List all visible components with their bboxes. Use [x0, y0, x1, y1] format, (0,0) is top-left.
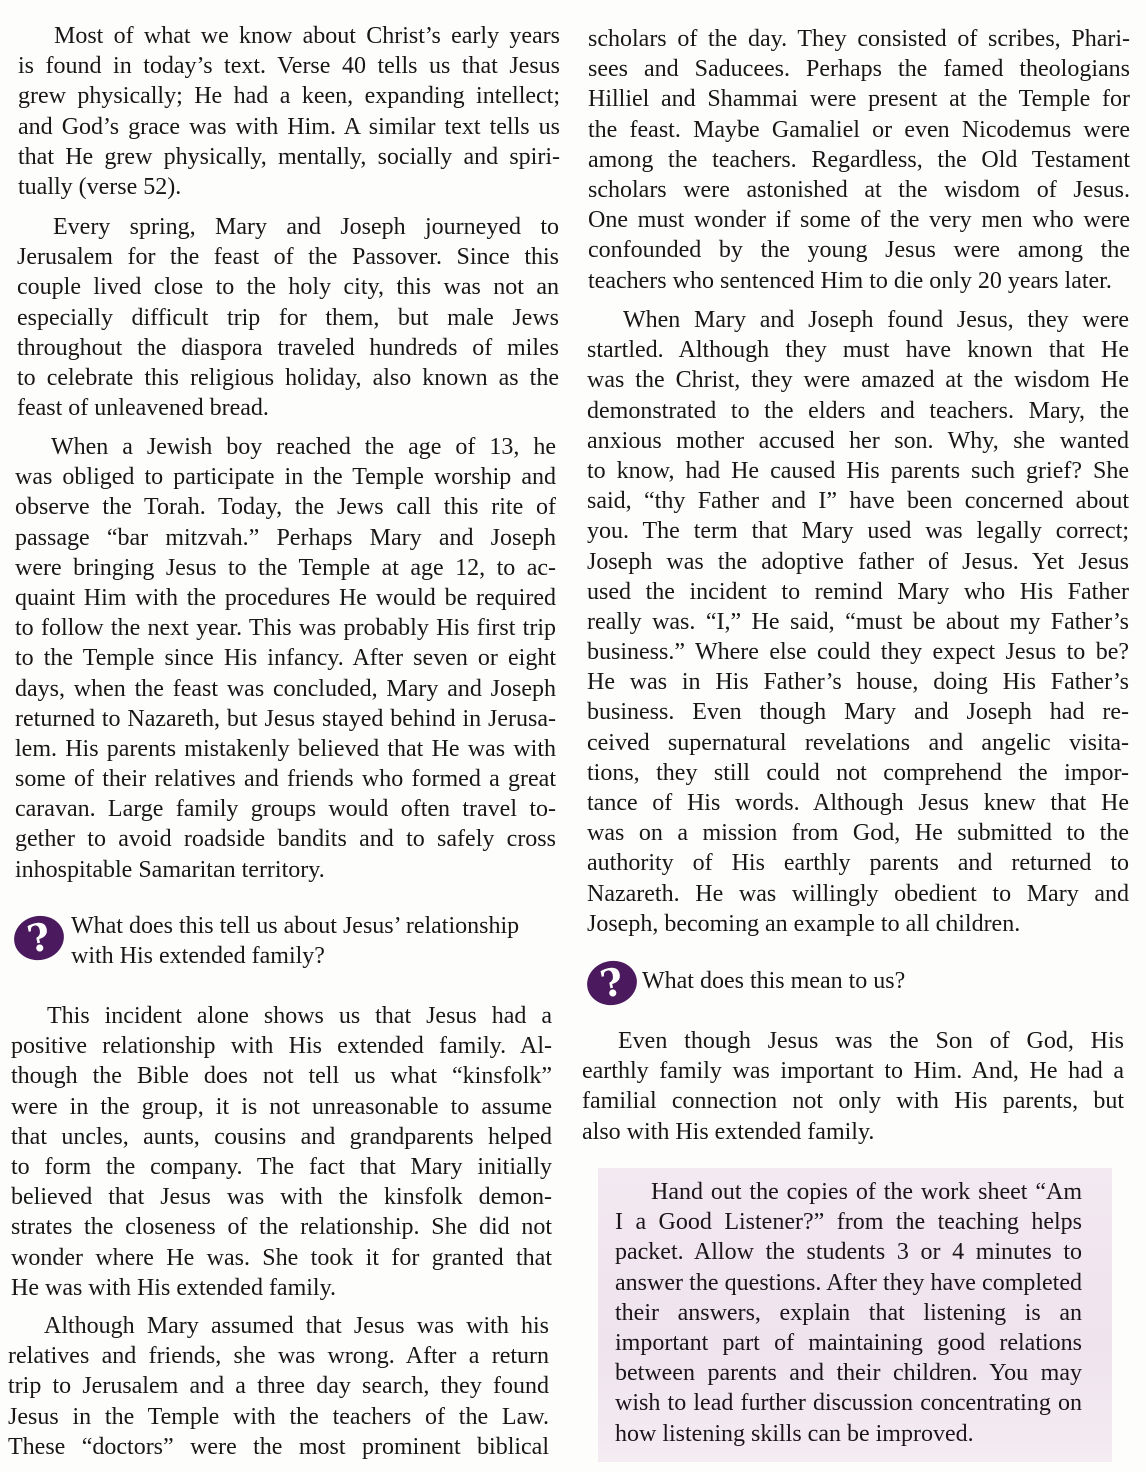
text-line: Even though Jesus was the Son of God, His [618, 1028, 1124, 1054]
right-paragraph-2 [587, 305, 1129, 939]
text-line: demonstrated to the elders and teachers. Mary, the [587, 397, 1129, 424]
text-line: When a Jewish boy reached the age of 13, he [51, 434, 556, 460]
text-line: When Mary and Joseph found Jesus, they were [623, 307, 1129, 333]
text-line: Nazareth. He was willingly obedient to Mary and [587, 880, 1129, 907]
text-line: between parents and their children. You may [615, 1360, 1082, 1387]
text-line: authority of His earthly parents and returned to [587, 850, 1129, 877]
text-line: returned to Nazareth, but Jesus stayed behind in Jerusa- [15, 705, 556, 732]
text-line: One must wonder if some of the very men who were [588, 207, 1130, 234]
text-line: inhospitable Samaritan territory. [15, 856, 325, 883]
text-line: Every spring, Mary and Joseph journeyed to [53, 214, 559, 240]
text-line: strates the closeness of the relationship. She did not [11, 1214, 552, 1241]
text-line: though the Bible does not tell us what “kinsfolk” [11, 1063, 552, 1090]
text-line: This incident alone shows us that Jesus had a [47, 1003, 552, 1029]
text-line: teachers who sentenced Him to die only 20 years later. [588, 267, 1112, 294]
text-line: that He grew physically, mentally, socially and spiri- [18, 143, 560, 170]
text-line: Hand out the copies of the work sheet “Am [651, 1179, 1082, 1205]
text-line: He was with His extended family. [11, 1274, 337, 1301]
left-paragraph-4 [11, 1001, 552, 1303]
text-line: startled. Although they must have known that He [587, 337, 1129, 364]
text-line: was the Christ, they were amazed at the wisdom He [587, 367, 1129, 394]
text-line: familial connection not only with His parents, but [582, 1088, 1124, 1115]
text-line: to celebrate this religious holiday, also known as the [17, 364, 559, 391]
text-line: confounded by the young Jesus were among the [588, 237, 1130, 264]
text-line: sees and Saducees. Perhaps the famed theologians [588, 56, 1130, 83]
left-paragraph-2 [17, 212, 559, 423]
text-line: tually (verse 52). [18, 173, 182, 200]
text-line: that uncles, aunts, cousins and grandparents helped [11, 1123, 552, 1150]
text-line: was on a mission from God, He submitted to the [587, 820, 1129, 847]
text-line: the feast. Maybe Gamaliel or even Nicodemus were [588, 116, 1130, 143]
text-line: trip to Jerusalem and a three day search, they found [8, 1373, 549, 1400]
question-mark-icon: ? [583, 956, 641, 1009]
text-line: Although Mary assumed that Jesus was with his [44, 1313, 549, 1339]
right-paragraph-1 [588, 24, 1130, 296]
text-line: throughout the diaspora traveled hundreds of miles [17, 334, 559, 361]
text-line: among the teachers. Regardless, the Old Testament [588, 146, 1130, 173]
text-line: to know, had He caused His parents such grief? She [587, 457, 1129, 484]
text-line: tions, they still could not comprehend the impor- [587, 759, 1129, 786]
text-line: Jerusalem for the feast of the Passover. Since this [17, 244, 559, 271]
text-line: important part of maintaining good relations [615, 1329, 1082, 1356]
text-line: how listening skills can be improved. [615, 1420, 974, 1447]
text-line: is found in today’s text. Verse 40 tells us that Jesus [18, 53, 560, 80]
text-line: especially difficult trip for them, but male Jews [17, 304, 559, 331]
text-line: earthly family was important to Him. And, He had a [582, 1058, 1124, 1085]
text-line: Most of what we know about Christ’s early years [54, 23, 560, 49]
text-line: scholars were astonished at the wisdom of Jesus. [588, 176, 1130, 203]
text-line: to follow the next year. This was probably His first trip [15, 615, 556, 642]
text-line: packet. Allow the students 3 or 4 minutes to [615, 1239, 1082, 1266]
text-line: used the incident to remind Mary who His Father [587, 578, 1129, 605]
right-paragraph-3 [582, 1026, 1124, 1147]
left-paragraph-5 [8, 1311, 549, 1462]
text-line: couple lived close to the holy city, this was not an [17, 274, 559, 301]
text-line: believed that Jesus was with the kinsfolk demon- [11, 1184, 552, 1211]
text-line: Joseph was the adoptive father of Jesus. Yet Jesus [587, 548, 1129, 575]
text-line: observe the Torah. Today, the Jews call this rite of [15, 494, 556, 521]
text-line: Joseph, becoming an example to all children. [587, 910, 1021, 937]
text-line: passage “bar mitzvah.” Perhaps Mary and Joseph [15, 524, 556, 551]
text-line: Hilliel and Shammai were present at the Temple for [588, 86, 1130, 113]
text-line: said, “thy Father and I” have been concerned about [587, 488, 1129, 515]
text-line: to the Temple since His infancy. After seven or eight [15, 645, 556, 672]
text-line: lem. His parents mistakenly believed that He was with [15, 735, 556, 762]
text-line: some of their relatives and friends who formed a great [15, 766, 556, 793]
teacher-activity-text [615, 1177, 1082, 1449]
text-line: gether to avoid roadside bandits and to safely cross [15, 826, 556, 853]
left-paragraph-3 [15, 432, 556, 885]
text-line: was obliged to participate in the Temple worship and [15, 464, 556, 491]
text-line: days, when the feast was concluded, Mary and Joseph [15, 675, 556, 702]
text-line: were in the group, it is not unreasonable to assume [11, 1093, 552, 1120]
text-line: Jesus in the Temple with the teachers of the Law. [8, 1403, 549, 1430]
text-line: business. Even though Mary and Joseph had re- [587, 699, 1129, 726]
text-line: caravan. Large family groups would often travel to- [15, 796, 556, 823]
text-line: relatives and friends, she was wrong. After a return [8, 1343, 549, 1370]
text-line: I a Good Listener?” from the teaching helps [615, 1209, 1082, 1236]
text-line: wonder where He was. She took it for granted that [11, 1244, 552, 1271]
text-line: He was in His Father’s house, doing His Father’s [587, 669, 1129, 696]
text-line: feast of unleavened bread. [17, 395, 269, 422]
left-paragraph-1 [18, 21, 560, 202]
text-line: their answers, explain that listening is an [615, 1299, 1082, 1326]
text-line: were bringing Jesus to the Temple at age 12, to ac- [15, 554, 556, 581]
text-line: business.” Where else could they expect Jesus to be? [587, 639, 1129, 666]
text-line: quaint Him with the procedures He would be required [15, 584, 556, 611]
right-discussion-question [642, 966, 1122, 996]
text-line: positive relationship with His extended family. Al- [11, 1033, 552, 1060]
text-line: to form the company. The fact that Mary initially [11, 1153, 552, 1180]
left-discussion-question [71, 911, 561, 971]
text-line: and God’s grace was with Him. A similar text tells us [18, 113, 560, 140]
text-line: ceived supernatural revelations and angelic visita- [587, 729, 1129, 756]
text-line: What does this tell us about Jesus’ relationship [71, 913, 520, 939]
text-line: also with His extended family. [582, 1118, 875, 1145]
text-line: grew physically; He had a keen, expanding intellect; [18, 83, 560, 110]
text-line: really was. “I,” He said, “must be about my Father’s [587, 608, 1129, 635]
text-line: What does this mean to us? [642, 968, 906, 994]
question-mark-icon: ? [10, 911, 68, 964]
text-line: you. The term that Mary used was legally correct; [587, 518, 1129, 545]
text-line: These “doctors” were the most prominent biblical [8, 1433, 549, 1460]
text-line: wish to lead further discussion concentrating on [615, 1390, 1082, 1417]
text-line: scholars of the day. They consisted of scribes, Phari- [588, 26, 1130, 52]
text-line: tance of His words. Although Jesus knew that He [587, 790, 1129, 816]
text-line: anxious mother accused her son. Why, she wanted [587, 427, 1129, 454]
text-line: answer the questions. After they have completed [615, 1269, 1082, 1296]
text-line: with His extended family? [71, 943, 325, 970]
